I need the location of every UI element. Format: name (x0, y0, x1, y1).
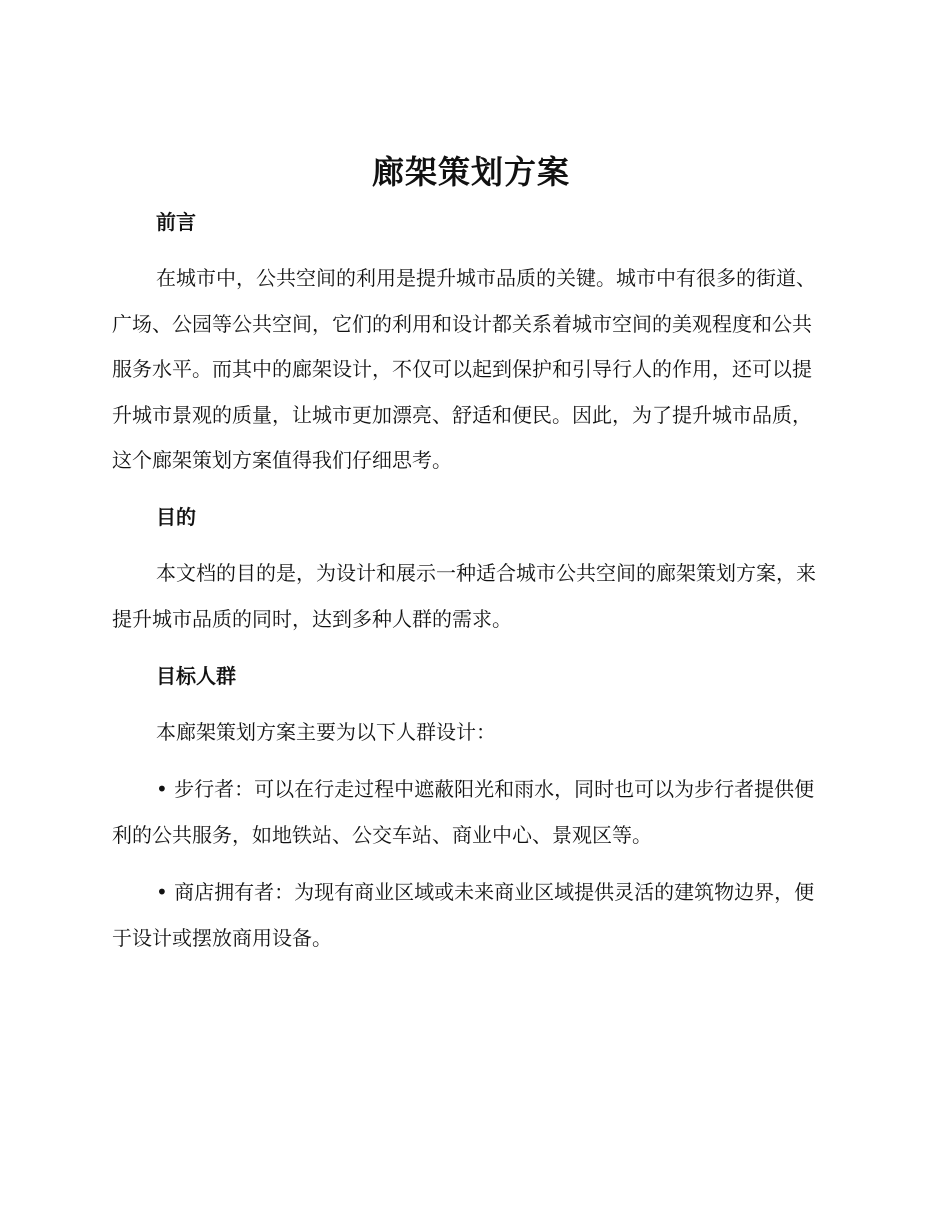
preface-paragraph: 在城市中，公共空间的利用是提升城市品质的关键。城市中有很多的街道、广场、公园等公共空间，它们的利用和设计都关系着城市空间的美观程度和公共服务水平。而其中的廊架设计，不仅可以起到保护和引导行人的作用，还可以提升城市景观的质量，让城市更加漂亮、舒适和便民。因此，为了提升城市品质，这个廊架策划方案值得我们仔细思考。 (112, 266, 816, 472)
section-heading-preface: 前言 (156, 210, 196, 234)
bullet-pedestrians: • 步行者：可以在行走过程中遮蔽阳光和雨水，同时也可以为步行者提供便利的公共服务，如地铁站、公交车站、商业中心、景观区等。 (112, 777, 815, 847)
bullet-shop-owners: • 商店拥有者：为现有商业区域或未来商业区域提供灵活的建筑物边界，便于设计或摆放商用设备。 (112, 880, 815, 950)
document-title: 廊架策划方案 (371, 153, 570, 191)
purpose-paragraph: 本文档的目的是，为设计和展示一种适合城市公共空间的廊架策划方案，来提升城市品质的同时，达到多种人群的需求。 (112, 561, 816, 631)
section-heading-target-audience: 目标人群 (156, 664, 236, 688)
section-heading-purpose: 目的 (156, 505, 196, 529)
target-audience-intro: 本廊架策划方案主要为以下人群设计： (156, 720, 496, 744)
